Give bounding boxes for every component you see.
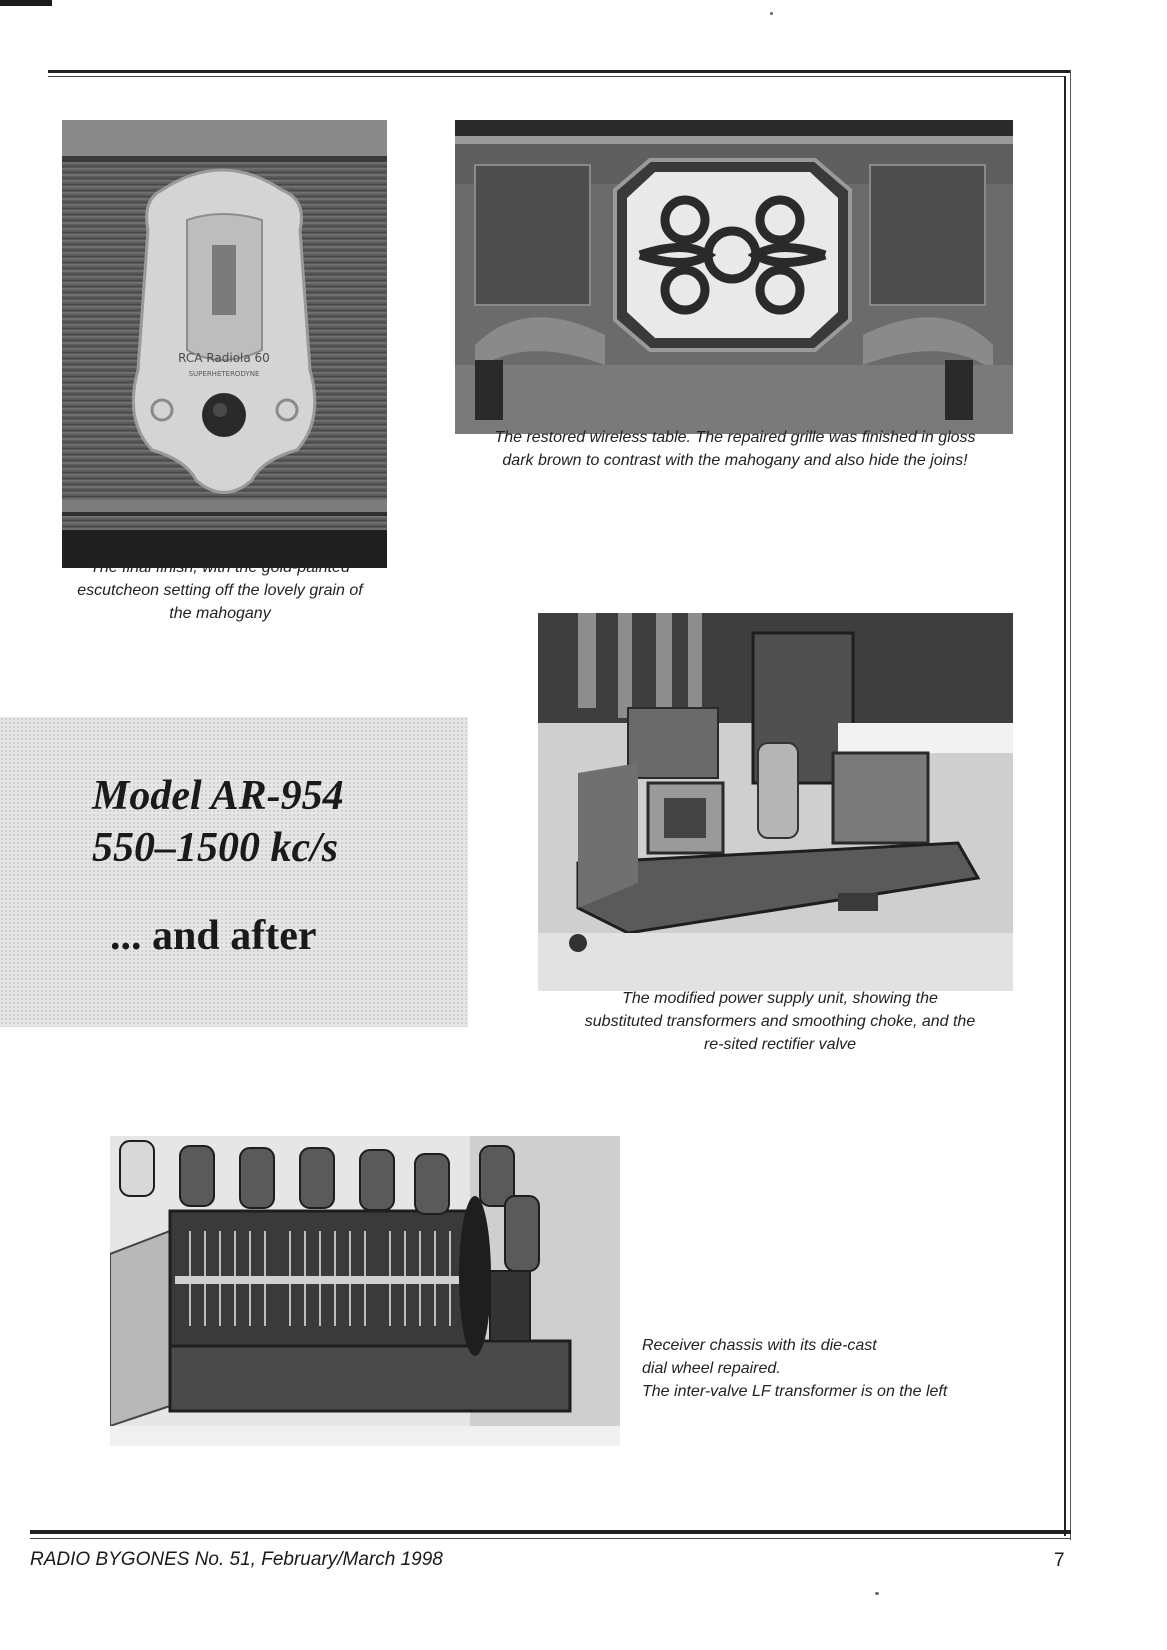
caption-line: Receiver chassis with its die-cast — [642, 1337, 877, 1354]
page-frame-right-outer-rule — [1070, 70, 1071, 1540]
plate-subtitle-text: SUPERHETERODYNE — [188, 370, 260, 378]
model-title-box — [0, 717, 468, 1027]
page-frame-bottom-rule — [30, 1530, 1071, 1534]
scan-speck — [875, 1592, 879, 1595]
model-title: Model AR-954 — [92, 773, 344, 819]
publication-footer: RADIO BYGONES No. 51, February/March 1998 — [30, 1549, 443, 1570]
caption-line: The inter-valve LF transformer is on the left — [642, 1383, 948, 1400]
caption-line: re-sited rectifier valve — [703, 1036, 857, 1053]
power-supply-caption — [540, 987, 1020, 1056]
caption-line: the mahogany — [169, 605, 271, 622]
caption-line: substituted transformers and smoothing choke, and the — [584, 1013, 976, 1030]
frequency-range: 550–1500 kc/s — [92, 825, 339, 871]
caption-line: The restored wireless table. The repaired grille was finished in gloss — [494, 429, 976, 446]
caption-line: The modified power supply unit, showing the — [622, 990, 938, 1007]
wireless-table-photo — [455, 120, 1013, 434]
caption-line: dial wheel repaired. — [642, 1360, 781, 1377]
plate-brand-text: RCA Radiola 60 — [178, 351, 270, 365]
and-after-heading: ... and after — [110, 913, 317, 959]
caption-line: The final finish, with the gold-painted — [90, 559, 350, 576]
receiver-chassis-caption — [642, 1334, 1042, 1403]
receiver-chassis-photo — [110, 1136, 620, 1446]
escutcheon-caption — [52, 556, 388, 625]
page-frame-top-rule — [48, 70, 1070, 73]
corner-crop-mark — [0, 0, 52, 6]
page-number: 7 — [1054, 1550, 1065, 1571]
escutcheon-photo — [62, 120, 387, 568]
page-frame-top-inner-rule — [48, 76, 1064, 77]
page-frame-bottom-inner-rule — [30, 1538, 1071, 1539]
caption-line: escutcheon setting off the lovely grain of — [77, 582, 363, 599]
power-supply-photo — [538, 613, 1013, 991]
page-frame-right-rule — [1064, 76, 1066, 1536]
caption-line: dark brown to contrast with the mahogany and also hide the joins! — [502, 452, 968, 469]
scan-speck — [770, 12, 773, 15]
wireless-table-caption — [440, 426, 1030, 472]
